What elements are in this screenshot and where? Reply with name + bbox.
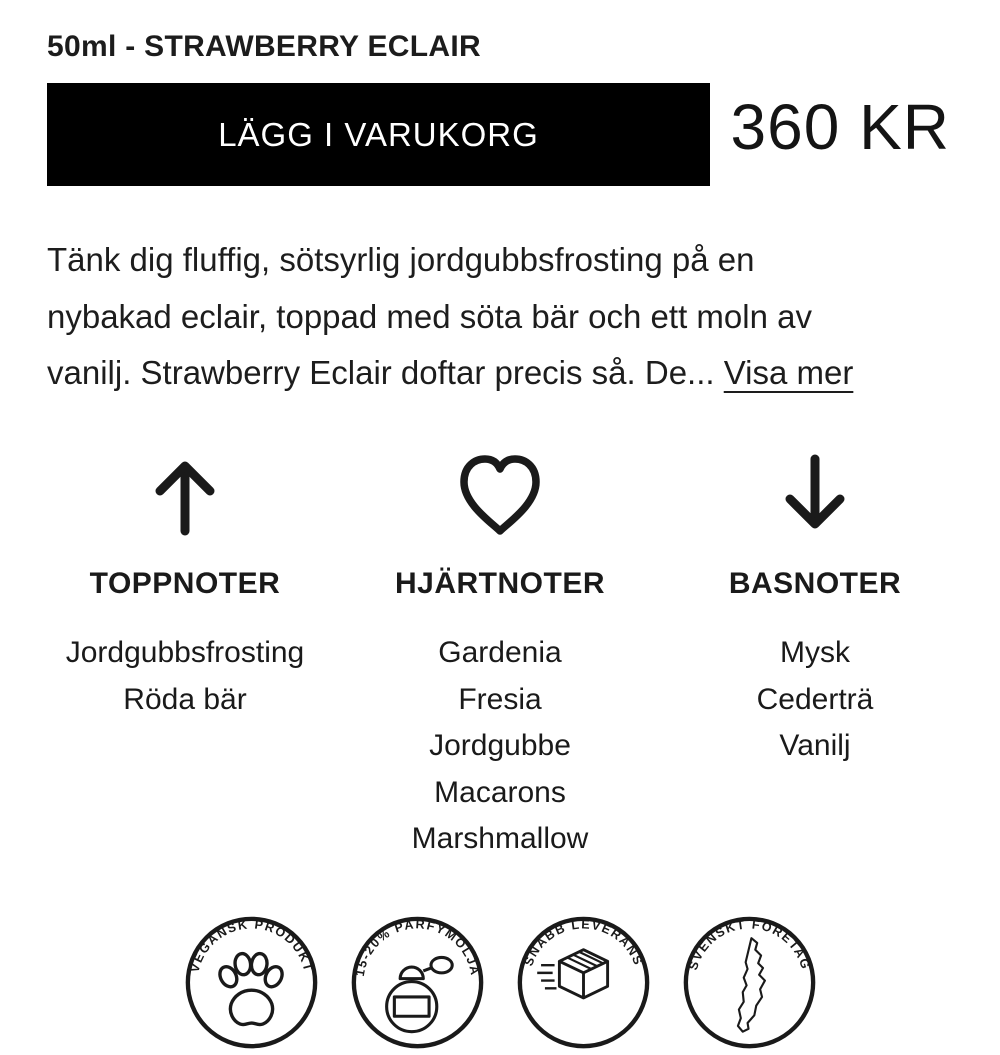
note-item: Vanilj bbox=[779, 729, 851, 762]
heart-notes-title: HJÄRTNOTER bbox=[394, 567, 605, 600]
note-item: Jordgubbe bbox=[429, 729, 571, 762]
heart-notes-list bbox=[330, 630, 670, 863]
add-to-cart-button[interactable]: LÄGG I VARUKORG bbox=[47, 83, 710, 186]
heart-notes-column bbox=[330, 450, 670, 863]
sweden-map-icon bbox=[738, 938, 765, 1032]
perfume-bottle-icon bbox=[387, 957, 453, 1031]
note-item: Macarons bbox=[434, 775, 566, 809]
product-description bbox=[47, 232, 853, 402]
description-line bbox=[47, 345, 853, 402]
vegan-badge bbox=[184, 915, 319, 1050]
base-notes-title: BASNOTER bbox=[728, 567, 902, 600]
feature-badges-row bbox=[184, 915, 817, 1050]
paw-icon bbox=[217, 953, 286, 1025]
arrow-up-icon bbox=[15, 450, 355, 540]
badge-label: SVENSKT FÖRETAG bbox=[686, 917, 813, 972]
note-item: Marshmallow bbox=[411, 822, 589, 855]
variant-title: 50ml - STRAWBERRY ECLAIR bbox=[47, 30, 481, 63]
base-notes-column bbox=[645, 450, 985, 770]
fast-delivery-badge bbox=[516, 915, 651, 1050]
product-price: 360 KR bbox=[730, 91, 950, 163]
note-item: Fresia bbox=[458, 682, 542, 716]
note-item: Cederträ bbox=[756, 682, 874, 716]
description-line: nybakad eclair, toppad med söta bär och ett moln av bbox=[47, 297, 812, 335]
note-item: Jordgubbsfrosting bbox=[65, 636, 305, 669]
heart-icon bbox=[330, 450, 670, 540]
description-line: Tänk dig fluffig, sötsyrlig jordgubbsfrosting på en bbox=[47, 241, 755, 278]
arrow-down-icon bbox=[645, 450, 985, 540]
badge-label: VEGANSK PRODUKT bbox=[187, 917, 316, 974]
base-notes-list bbox=[645, 630, 985, 770]
perfume-oil-badge bbox=[350, 915, 485, 1050]
shipping-box-icon bbox=[537, 950, 607, 998]
show-more-link[interactable]: Visa mer bbox=[723, 354, 854, 391]
swedish-company-badge bbox=[682, 915, 817, 1050]
note-item: Mysk bbox=[780, 636, 850, 669]
note-item: Röda bär bbox=[123, 682, 247, 716]
top-notes-list bbox=[15, 630, 355, 723]
note-item: Gardenia bbox=[438, 636, 562, 669]
top-notes-title: TOPPNOTER bbox=[89, 567, 281, 600]
description-line-text: vanilj. Strawberry Eclair doftar precis så. De... bbox=[47, 354, 724, 391]
top-notes-column bbox=[15, 450, 355, 723]
badge-label: 15-20% PARFYMOLJA bbox=[352, 917, 483, 978]
badge-label: SNABB LEVERANS bbox=[521, 917, 646, 968]
